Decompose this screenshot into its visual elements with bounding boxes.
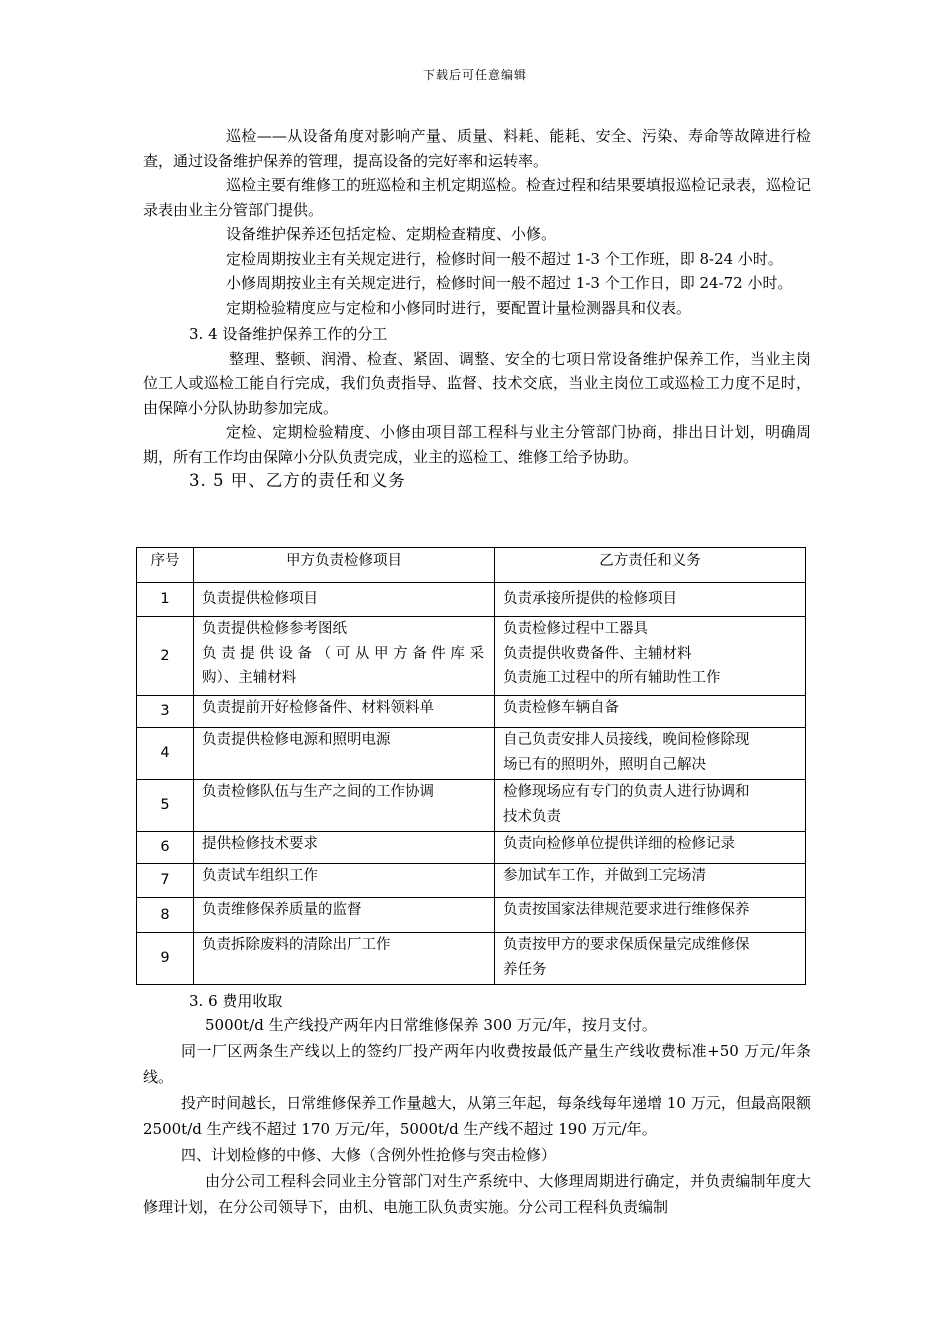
cell-text: 负责检修队伍与生产之间的工作协调 [202,784,434,800]
cell-text: 负责检修车辆自备 [503,700,619,716]
row-number: 2 [137,617,194,696]
table-row [137,898,806,933]
row-number: 1 [137,583,194,617]
party-b-cell [495,617,806,696]
cell-text: 负责提供检修项目 [202,591,318,607]
paragraph-daily-maintenance: 整理、整顿、润滑、检查、紧固、调整、安全的七项日常设备维护保养工作，当业主岗位工人或巡检工能自行完成，我们负责指导、监督、技术交底，当业主岗位工或巡检工力度不足时，由保障小分队协助参加完成。 [143,349,811,417]
column-header-number: 序号 [137,548,194,583]
table-row [137,728,806,780]
party-a-cell [194,728,495,780]
responsibility-table [136,547,806,985]
party-a-cell [194,898,495,933]
cell-text: 负责提前开好检修备件、材料领料单 [202,700,434,716]
table-row [137,780,806,832]
cell-text: 参加试车工作，并做到工完场清 [503,868,706,884]
row-number: 6 [137,832,194,864]
row-number: 5 [137,780,194,832]
paragraph-fee-increase: 投产时间越长，日常维修保养工作量越大，从第三年起，每条线每年递增 10 万元，但最高限额 2500t/d 生产线不超过 170 万元/年，5000t/d 生产线不超过 190 万元/年。 [143,1094,811,1138]
paragraph-precision-check: 定期检验精度应与定检和小修同时进行，要配置计量检测器具和仪表。 [226,298,692,317]
table-row [137,617,806,696]
party-b-cell [495,832,806,864]
row-number: 3 [137,696,194,728]
paragraph-fee-base: 5000t/d 生产线投产两年内日常维修保养 300 万元/年，按月支付。 [205,1016,657,1034]
paragraph-overhaul-planning: 由分公司工程科会同业主分管部门对生产系统中、大修理周期进行确定，并负责编制年度大修理计划，在分公司领导下，由机、电施工队负责实施。分公司工程科负责编制 [143,1172,811,1216]
cell-text: 自己负责安排人员接线，晚间检修除现 [503,732,750,748]
party-a-cell [194,933,495,985]
cell-text: 负责承接所提供的检修项目 [503,591,677,607]
cell-text: 负责拆除废料的清除出厂工作 [202,937,391,953]
paragraph-inspection-types: 巡检主要有维修工的班巡检和主机定期巡检。检查过程和结果要填报巡检记录表，巡检记录表由业主分管部门提供。 [143,176,812,219]
row-number: 8 [137,898,194,933]
section-heading-3-6: 3. 6 费用收取 [189,992,283,1010]
paragraph-schedule-planning: 定检、定期检验精度、小修由项目部工程科与业主分管部门协商，排出日计划，明确周期，所有工作均由保障小分队负责完成，业主的巡检工、维修工给予协助。 [143,423,811,466]
party-a-cell [194,832,495,864]
party-b-cell [495,898,806,933]
cell-text: 负责按甲方的要求保质保量完成维修保 [503,937,750,953]
party-b-cell [495,933,806,985]
row-number: 9 [137,933,194,985]
party-a-cell [194,780,495,832]
paragraph-maintenance-scope: 设备维护保养还包括定检、定期检查精度、小修。 [226,225,557,243]
section-heading-3-4: 3. 4 设备维护保养工作的分工 [189,325,388,343]
section-heading-3-5: 3. 5 甲、乙方的责任和义务 [189,471,406,490]
document-body [143,124,811,493]
party-a-cell [194,864,495,898]
paragraph-minor-repair-cycle: 小修周期按业主有关规定进行，检修时间一般不超过 1-3 个工作日，即 24-72 小时。 [226,274,793,292]
table-row [137,933,806,985]
cell-text: 负责提供检修电源和照明电源 [202,732,391,748]
party-b-cell [495,864,806,898]
section-heading-4: 四、计划检修的中修、大修（含例外性抢修与突击检修） [181,1146,557,1164]
cell-text: 负 责 提 供 设 备 （ 可 从 甲 方 备 件 库 采 [202,645,485,662]
page-header-note: 下载后可任意编辑 [422,68,527,82]
party-a-cell [194,617,495,696]
paragraph-fee-multiline: 同一厂区两条生产线以上的签约厂投产两年内收费按最低产量生产线收费标准+50 万元/年条线。 [143,1042,811,1086]
cell-text: 负责提供检修参考图纸 [202,621,347,637]
cell-text: 提供检修技术要求 [202,836,318,852]
cell-text: 负责施工过程中的所有辅助性工作 [503,670,721,686]
party-b-cell [495,583,806,617]
table-row [137,583,806,617]
party-b-cell [495,696,806,728]
cell-text: 负责提供收费备件、主辅材料 [503,645,692,662]
cell-text: 购）、主辅材料 [202,670,297,686]
cell-text: 负责试车组织工作 [202,868,318,884]
party-b-cell [495,728,806,780]
party-a-cell [194,583,495,617]
column-header-party-a: 甲方负责检修项目 [194,548,495,583]
party-a-cell [194,696,495,728]
cell-text: 负责按国家法律规范要求进行维修保养 [503,902,750,918]
table-row [137,832,806,864]
cell-text: 负责向检修单位提供详细的检修记录 [503,836,735,852]
row-number: 7 [137,864,194,898]
paragraph-regular-check-cycle: 定检周期按业主有关规定进行，检修时间一般不超过 1-3 个工作班，即 8-24 小时。 [226,249,783,268]
paragraph-inspection-definition: 巡检——从设备角度对影响产量、质量、料耗、能耗、安全、污染、寿命等故障进行检查，通过设备维护保养的管理，提高设备的完好率和运转率。 [143,127,811,170]
table-header-row [137,548,806,583]
cell-text: 技术负责 [503,808,561,825]
row-number: 4 [137,728,194,780]
table-row [137,696,806,728]
cell-text: 检修现场应有专门的负责人进行协调和 [503,784,750,800]
cell-text: 养任务 [503,961,547,978]
cell-text: 负责检修过程中工器具 [503,621,648,637]
column-header-party-b: 乙方责任和义务 [495,548,806,583]
table-row [137,864,806,898]
cell-text: 场已有的照明外，照明自己解决 [503,756,706,773]
party-b-cell [495,780,806,832]
document-body-continued [143,990,811,1220]
cell-text: 负责维修保养质量的监督 [202,902,362,918]
